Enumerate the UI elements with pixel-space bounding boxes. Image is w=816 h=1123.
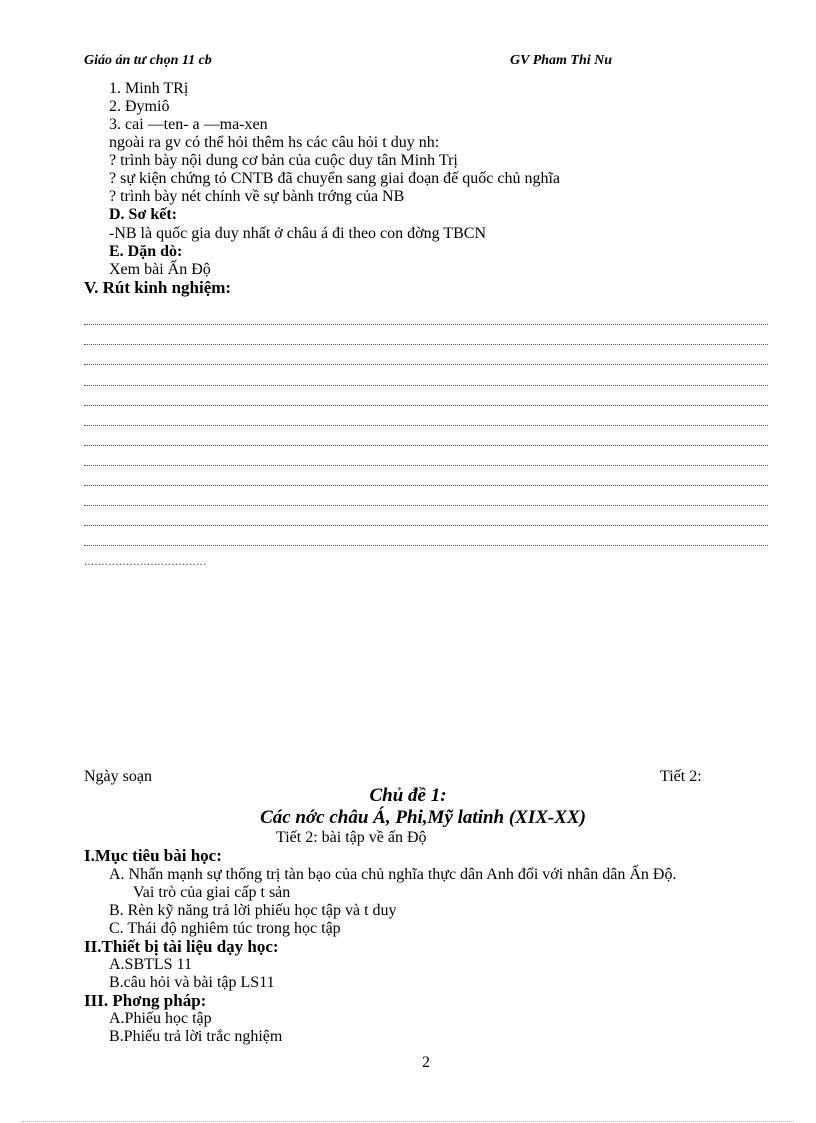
topic-title: Chủ đề 1: — [369, 785, 447, 806]
muc-tieu-b: B. Rèn kỹ năng trả lời phiếu học tập và t duy — [109, 902, 397, 919]
phuong-phap-b: B.Phiếu trả lời trắc nghiệm — [109, 1028, 283, 1045]
dotted-line — [84, 324, 768, 325]
so-ket-text: -NB là quốc gia duy nhất ở châu á đi theo con đờng TBCN — [109, 225, 486, 242]
thiet-bi-b: B.câu hỏi và bài tập LS11 — [109, 974, 275, 991]
lesson-subtitle: Tiết 2: bài tập về ấn Độ — [276, 829, 427, 846]
dotted-line — [84, 525, 768, 526]
header-left: Giáo án tư chọn 11 cb — [84, 53, 212, 68]
dotted-line — [84, 545, 768, 546]
muc-tieu-a-line2: Vai trò của giai cấp t sản — [133, 884, 291, 901]
phuong-phap-a: A.Phiếu học tập — [109, 1010, 212, 1027]
dotted-line — [84, 425, 768, 426]
list-item-2: 2. Đymiô — [109, 98, 170, 115]
dotted-line — [84, 344, 768, 345]
question-2: ? sự kiện chứng tỏ CNTB đã chuyển sang giai đoạn đế quốc chủ nghĩa — [109, 170, 561, 187]
dotted-line — [84, 445, 768, 446]
dan-do-heading: E. Dặn dò: — [109, 243, 183, 260]
ngay-soan: Ngày soạn — [84, 768, 152, 785]
thiet-bi-heading: II.Thiết bị tài liệu dạy học: — [84, 937, 279, 956]
muc-tieu-a-line1: A. Nhấn mạnh sự thống trị tàn bạo của chủ nghĩa thực dân Anh đối với nhân dân Ấn Độ. — [109, 866, 677, 883]
dotted-line — [84, 465, 768, 466]
page-number: 2 — [422, 1054, 430, 1071]
list-item-1: 1. Minh TRị — [109, 80, 189, 97]
tiet-number: Tiết 2: — [660, 768, 702, 785]
dotted-line — [84, 385, 768, 386]
muc-tieu-c: C. Thái độ nghiêm túc trong học tập — [109, 920, 341, 937]
so-ket-heading: D. Sơ kết: — [109, 206, 177, 223]
page-bottom-border — [22, 1121, 794, 1122]
dan-do-text: Xem bài Ấn Độ — [109, 261, 211, 278]
question-3: ? trình bày nét chính về sự bành trớng của NB — [109, 188, 405, 205]
header-right: GV Pham Thi Nu — [510, 53, 613, 68]
muc-tieu-heading: I.Mục tiêu bài học: — [84, 846, 222, 865]
short-dotted-line: ................................... — [84, 554, 207, 568]
topic-subtitle: Các nớc châu Á, Phi,Mỹ latinh (XIX-XX) — [260, 807, 586, 828]
phuong-phap-heading: III. Phơng pháp: — [84, 991, 207, 1010]
thiet-bi-a: A.SBTLS 11 — [109, 956, 192, 973]
list-item-3: 3. cai —ten- a —ma-xen — [109, 116, 268, 133]
question-1: ? trình bày nội dung cơ bản của cuộc duy tân Minh Trị — [109, 152, 458, 169]
questions-intro: ngoài ra gv có thể hỏi thêm hs các câu hỏi t duy nh: — [109, 134, 440, 151]
dotted-line — [84, 405, 768, 406]
dotted-line — [84, 485, 768, 486]
dotted-line — [84, 364, 768, 365]
dotted-line — [84, 505, 768, 506]
rut-kinh-nghiem-heading: V. Rút kinh nghiệm: — [84, 278, 232, 297]
